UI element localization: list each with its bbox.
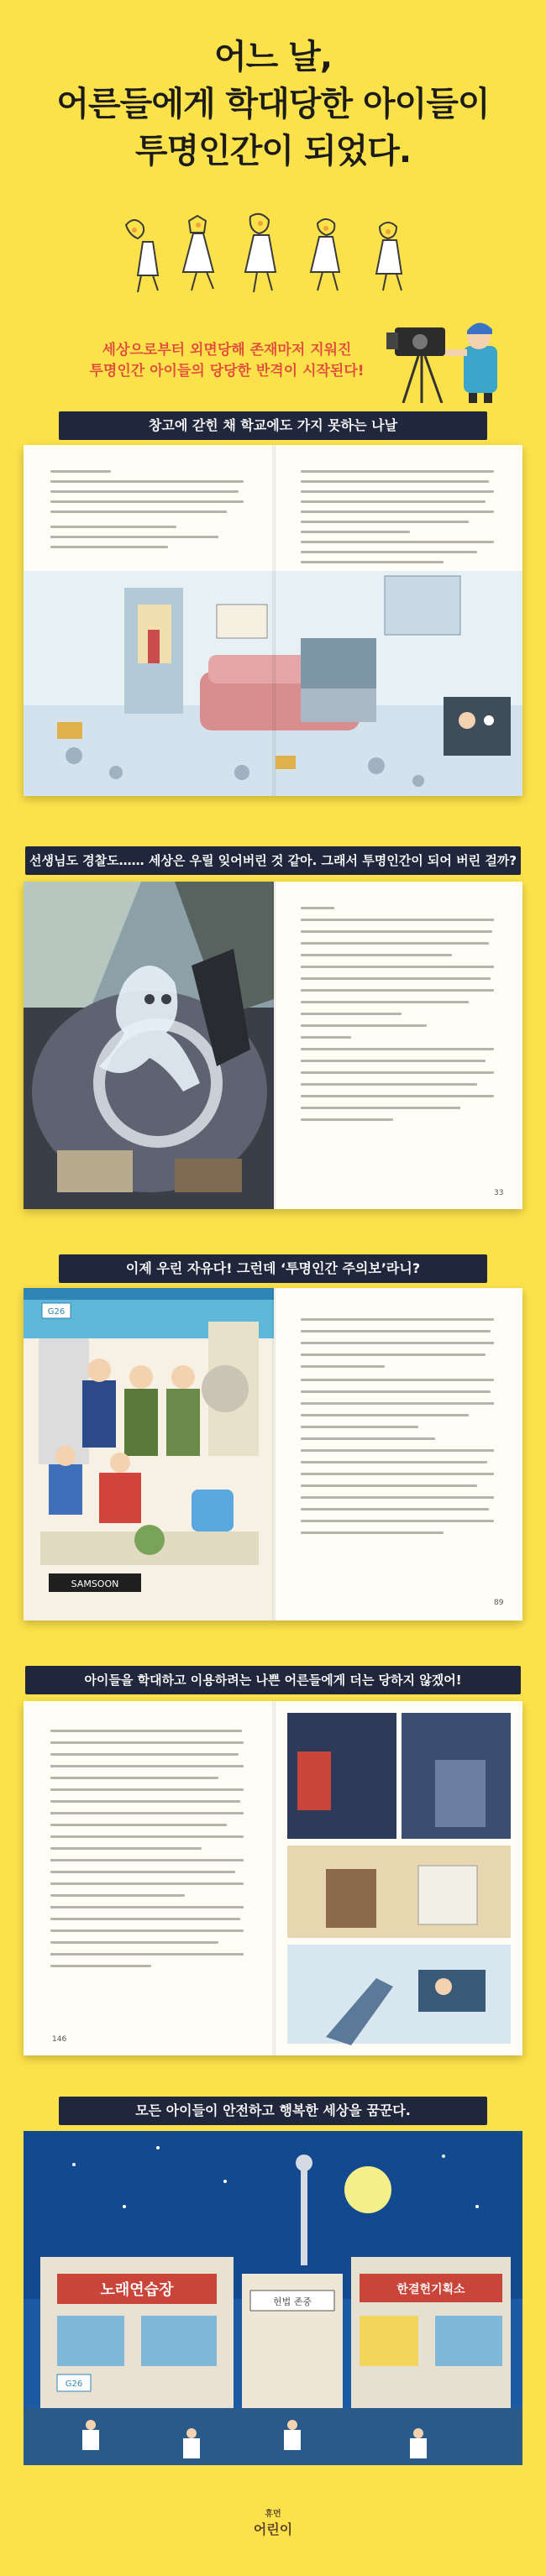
police-and-neighbors-illustration [24,1288,274,1620]
subheadline-line-2: 투명인간 아이들의 당당한 반격이 시작된다! [89,363,365,380]
headline-line-1: 어느 날, [213,38,333,76]
invisible-children-doodle [109,208,445,301]
headline-line-2: 어른들에게 학대당한 아이들이 [56,85,490,123]
book-spread-1 [24,445,522,796]
karaoke-sign: 노래연습장 [100,2281,174,2299]
page-number-146: 146 [52,2035,67,2044]
camera-operator-illustration [386,311,521,403]
section-5-banner: 모든 아이들이 안전하고 행복한 세상을 꿈꾼다. [59,2097,487,2125]
headline-line-3: 투명인간이 되었다. [134,132,412,170]
comic-panels-illustration [276,1701,522,2055]
publisher-logo-small: 휴먼 [265,2510,281,2519]
invisible-child-in-car-illustration [24,882,274,1209]
publisher-logo-large: 어린이 [253,2521,293,2537]
headline [0,34,546,175]
section-3-banner: 이제 우린 자유다! 그런데 ‘투명인간 주의보’라니? [59,1254,487,1283]
constitution-sign: 헌법 존중 [272,2296,312,2307]
book-spread-3 [24,1288,522,1620]
section-1-banner: 창고에 갇힌 채 학교에도 가지 못하는 나날 [59,411,487,440]
section-2-banner: 선생님도 경찰도…… 세상은 우릴 잊어버린 것 같아. 그래서 투명인간이 되어 버린 걸까? [25,846,521,875]
g26-sign: G26 [47,1307,66,1317]
publisher-logo [239,2506,307,2538]
agency-sign: 한결헌기획소 [396,2283,465,2296]
book-spread-4 [24,1701,522,2055]
page-number-33: 33 [494,1189,504,1197]
night-city-street-illustration [24,2131,522,2465]
page-number-89: 89 [494,1599,504,1607]
section-4-banner: 아이들을 학대하고 이용하려는 나쁜 어른들에게 더는 당하지 않겠어! [25,1666,521,1694]
subheadline-line-1: 세상으로부터 외면당해 존재마저 지워진 [102,342,352,359]
samsoon-sign: SAMSOON [71,1579,119,1589]
book-spread-2 [24,882,522,1209]
g26-sign-2: G26 [65,2380,83,2389]
subheadline [50,340,403,382]
